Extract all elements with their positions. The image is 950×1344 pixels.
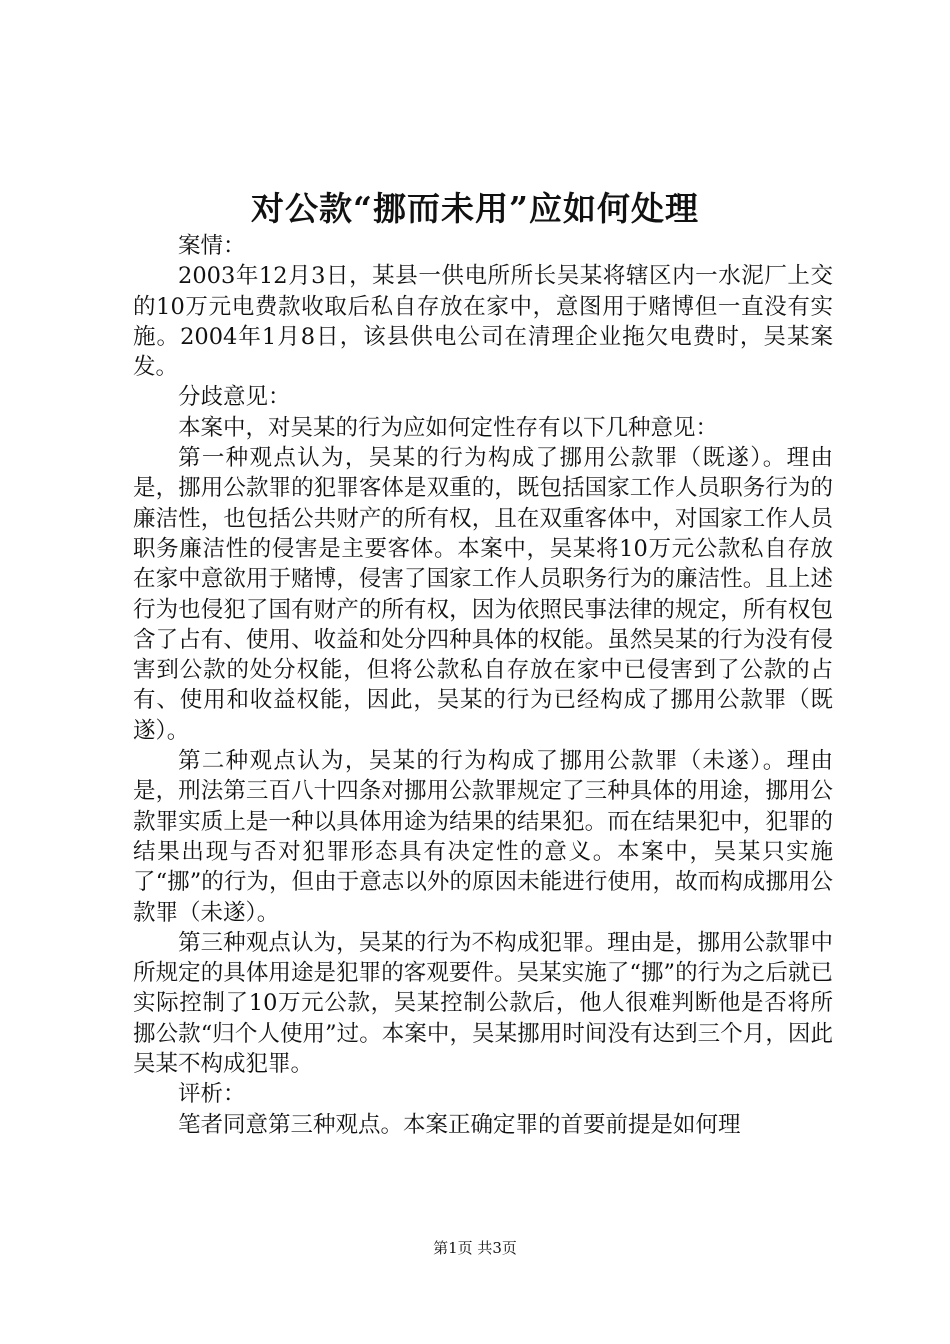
paragraph-opinion-two: 第二种观点认为，吴某的行为构成了挪用公款罪（未遂）。理由是，刑法第三百八十四条对挪用公款罪规定了三种具体的用途，挪用公款罪实质上是一种以具体用途为结果的结果犯。而在结果犯中，犯罪的结果出现与否对犯罪形态具有决定性的意义。本案中，吴某只实施了“挪”的行为，但由于意志以外的原因未能进行使用，故而构成挪用公款罪（未遂）。 (133, 748, 833, 926)
paragraph-intro-opinions: 本案中，对吴某的行为应如何定性存有以下几种意见： (178, 414, 719, 441)
page-number-footer: 第1页 共3页 (433, 1239, 517, 1257)
document-body (133, 231, 833, 1140)
section-heading-case: 案情： (178, 233, 246, 259)
paragraph-opinion-three: 第三种观点认为，吴某的行为不构成犯罪。理由是，挪用公款罪中所规定的具体用途是犯罪的客观要件。吴某实施了“挪”的行为之后就已实际控制了10万元公款，吴某控制公款后，他人很难判断他是否将所挪公款“归个人使用”过。本案中，吴某挪用时间没有达到三个月，因此吴某不构成犯罪。 (133, 929, 833, 1078)
section-heading-disagreement: 分歧意见： (178, 384, 291, 411)
paragraph-analysis: 笔者同意第三种观点。本案正确定罪的首要前提是如何理 (178, 1111, 741, 1138)
paragraph-opinion-one: 第一种观点认为，吴某的行为构成了挪用公款罪（既遂）。理由是，挪用公款罪的犯罪客体是双重的，既包括国家工作人员职务行为的廉洁性，也包括公共财产的所有权，且在双重客体中，对国家工作人员职务廉洁性的侵害是主要客体。本案中，吴某将10万元公款私自存放在家中意欲用于赌博，侵害了国家工作人员职务行为的廉洁性。且上述行为也侵犯了国有财产的所有权，因为依照民事法律的规定，所有权包含了占有、使用、收益和处分四种具体的权能。虽然吴某的行为没有侵害到公款的处分权能，但将公款私自存放在家中已侵害到了公款的占有、使用和收益权能，因此，吴某的行为已经构成了挪用公款罪（既遂）。 (133, 445, 833, 744)
document-title: 对公款“挪而未用”应如何处理 (251, 189, 699, 228)
paragraph-case-facts: 2003年12月3日，某县一供电所所长吴某将辖区内一水泥厂上交的10万元电费款收取后私自存放在家中，意图用于赌博但一直没有实施。2004年1月8日，该县供电公司在清理企业拖欠电费时，吴某案发。 (133, 263, 833, 381)
section-heading-analysis: 评析： (178, 1081, 246, 1108)
